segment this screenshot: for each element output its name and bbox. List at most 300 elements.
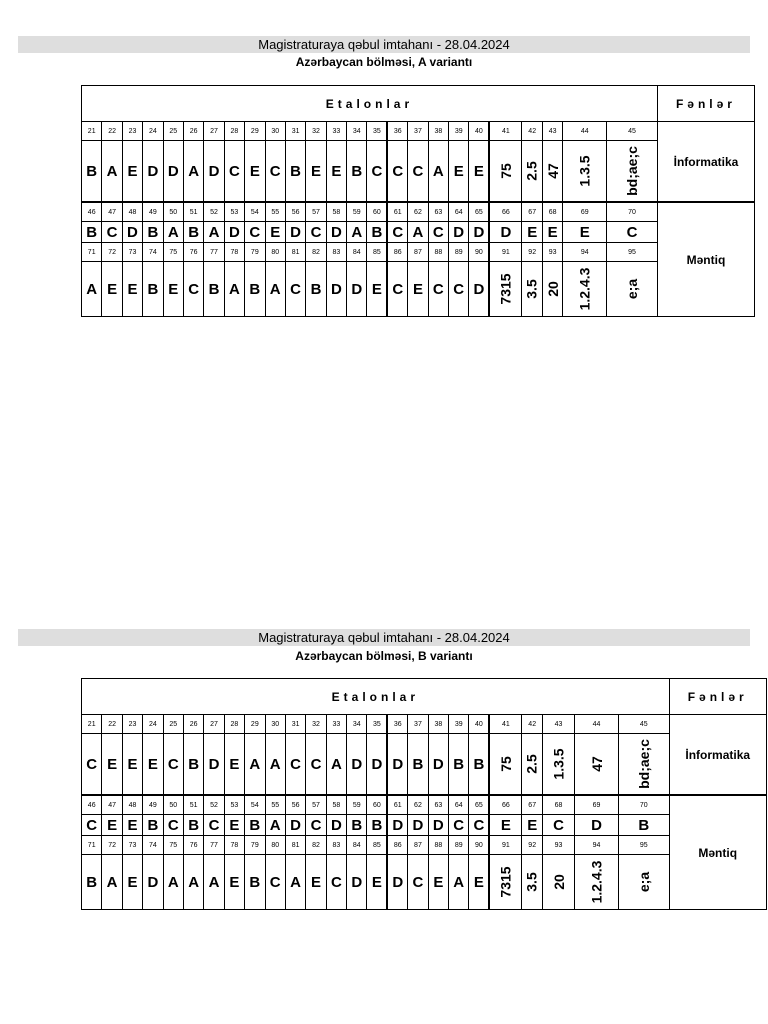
answer-cell [522, 262, 542, 317]
doc-a-title: Magistraturaya qəbul imtahanı - 28.04.2024 [18, 36, 750, 53]
question-number: 83 [326, 243, 346, 262]
question-number: 71 [82, 243, 102, 262]
answer-cell: A [428, 141, 448, 203]
answer-cell: E [469, 141, 489, 203]
answer-cell: E [489, 815, 522, 836]
answer-cell [575, 734, 619, 796]
answer-cell: D [204, 734, 224, 796]
question-number: 73 [122, 243, 142, 262]
answer-cell: D [204, 141, 224, 203]
answer-cell: E [563, 222, 607, 243]
question-number: 23 [122, 122, 142, 141]
answer-cell: E [408, 262, 428, 317]
answer-cell [607, 262, 658, 317]
question-number: 74 [143, 243, 163, 262]
answer-cell: E [102, 815, 122, 836]
answer-cell: C [542, 815, 574, 836]
answer-text: 75 [497, 755, 514, 772]
answer-cell: C [449, 262, 469, 317]
question-number: 30 [265, 122, 285, 141]
answer-cell: C [387, 141, 407, 203]
question-number: 64 [449, 795, 469, 815]
answer-cell: A [265, 262, 285, 317]
answer-cell: A [163, 222, 183, 243]
answer-cell: C [102, 222, 122, 243]
answer-cell: D [285, 222, 305, 243]
answer-cell [489, 262, 522, 317]
answer-cell: D [449, 222, 469, 243]
question-number: 94 [575, 836, 619, 855]
question-number: 27 [204, 715, 224, 734]
question-number: 26 [183, 715, 203, 734]
question-number: 42 [522, 122, 542, 141]
fenler-header: Fənlər [657, 86, 754, 122]
question-number: 25 [163, 122, 183, 141]
answer-cell: A [224, 262, 244, 317]
answer-text: 1.3.5 [576, 154, 593, 187]
question-number: 36 [387, 122, 407, 141]
question-number: 53 [224, 202, 244, 222]
question-number: 44 [575, 715, 619, 734]
answer-cell [618, 855, 669, 910]
answer-cell: D [163, 141, 183, 203]
question-number: 82 [306, 243, 326, 262]
etalonlar-header: Etalonlar [82, 86, 658, 122]
answer-cell: D [387, 734, 407, 796]
answer-cell: E [367, 855, 387, 910]
answer-cell: D [469, 222, 489, 243]
answer-cell: E [224, 734, 244, 796]
question-number: 81 [285, 243, 305, 262]
answer-cell: D [489, 222, 522, 243]
answer-text: 2.5 [524, 160, 541, 181]
answer-cell: A [449, 855, 469, 910]
question-number: 89 [449, 836, 469, 855]
answer-text: 2.5 [524, 753, 541, 774]
answer-cell: B [469, 734, 489, 796]
question-number: 24 [143, 715, 163, 734]
question-number: 72 [102, 836, 122, 855]
question-number: 57 [306, 795, 326, 815]
answer-cell: A [163, 855, 183, 910]
answer-cell: C [163, 815, 183, 836]
question-number: 46 [82, 795, 102, 815]
question-number: 56 [285, 795, 305, 815]
answer-cell [542, 855, 574, 910]
answer-cell: C [204, 815, 224, 836]
question-number: 68 [542, 795, 574, 815]
question-number: 71 [82, 836, 102, 855]
question-number: 76 [183, 243, 203, 262]
question-number: 94 [563, 243, 607, 262]
question-number: 47 [102, 202, 122, 222]
answer-cell: E [245, 141, 265, 203]
question-number: 51 [183, 795, 203, 815]
question-number: 37 [408, 715, 428, 734]
subject-mentiq: Məntiq [657, 202, 754, 317]
answer-cell: D [347, 855, 367, 910]
answer-cell: B [183, 222, 203, 243]
answer-text: bd;ae;c [624, 145, 641, 196]
question-number: 91 [489, 836, 522, 855]
answer-cell [575, 855, 619, 910]
question-number: 83 [326, 836, 346, 855]
answer-cell: B [408, 734, 428, 796]
question-number: 47 [102, 795, 122, 815]
question-number: 64 [449, 202, 469, 222]
answer-cell [563, 262, 607, 317]
question-number: 61 [387, 202, 407, 222]
answer-cell: E [522, 815, 542, 836]
question-number: 21 [82, 715, 102, 734]
question-number: 75 [163, 836, 183, 855]
answer-cell: C [607, 222, 658, 243]
question-number: 50 [163, 795, 183, 815]
question-number: 54 [245, 202, 265, 222]
question-number: 91 [489, 243, 522, 262]
answer-cell: C [224, 141, 244, 203]
question-number: 84 [347, 243, 367, 262]
answer-cell: D [143, 855, 163, 910]
question-number: 57 [306, 202, 326, 222]
question-number: 62 [408, 202, 428, 222]
answer-cell: E [265, 222, 285, 243]
question-number: 66 [489, 795, 522, 815]
answer-cell: C [408, 855, 428, 910]
answer-cell: A [183, 141, 203, 203]
answer-cell: B [449, 734, 469, 796]
answer-cell: A [82, 262, 102, 317]
question-number: 55 [265, 202, 285, 222]
question-number: 66 [489, 202, 522, 222]
answer-cell: C [82, 815, 102, 836]
question-number: 77 [204, 836, 224, 855]
answer-cell: C [265, 855, 285, 910]
answer-cell: B [347, 141, 367, 203]
answer-cell: E [469, 855, 489, 910]
question-number: 42 [522, 715, 542, 734]
question-number: 43 [542, 122, 562, 141]
question-number: 87 [408, 836, 428, 855]
answer-cell: D [326, 815, 346, 836]
answer-cell: C [387, 262, 407, 317]
question-number: 28 [224, 715, 244, 734]
answer-cell: D [143, 141, 163, 203]
question-number: 80 [265, 836, 285, 855]
question-number: 59 [347, 795, 367, 815]
question-number: 55 [265, 795, 285, 815]
answer-cell: B [82, 855, 102, 910]
answer-cell: D [367, 734, 387, 796]
question-number: 87 [408, 243, 428, 262]
question-number: 60 [367, 795, 387, 815]
question-number: 60 [367, 202, 387, 222]
answer-cell: E [449, 141, 469, 203]
answer-cell: C [306, 222, 326, 243]
answer-cell: B [204, 262, 224, 317]
answer-cell: A [285, 855, 305, 910]
question-number: 95 [618, 836, 669, 855]
answer-text: e;a [624, 278, 641, 299]
answer-cell [618, 734, 669, 796]
question-number: 79 [245, 836, 265, 855]
answer-cell: D [122, 222, 142, 243]
answer-cell: E [102, 262, 122, 317]
answer-cell: E [122, 262, 142, 317]
question-number: 63 [428, 795, 448, 815]
answer-cell: E [428, 855, 448, 910]
question-number: 29 [245, 122, 265, 141]
question-number: 77 [204, 243, 224, 262]
answer-text: 3.5 [524, 871, 541, 892]
question-number: 59 [347, 202, 367, 222]
answer-cell: D [224, 222, 244, 243]
answer-cell: B [618, 815, 669, 836]
answer-cell: A [204, 855, 224, 910]
question-number: 40 [469, 715, 489, 734]
question-number: 82 [306, 836, 326, 855]
question-number: 35 [367, 715, 387, 734]
question-number: 52 [204, 795, 224, 815]
subject-mentiq: Məntiq [669, 795, 766, 910]
question-number: 86 [387, 836, 407, 855]
question-number: 32 [306, 122, 326, 141]
answer-cell: E [163, 262, 183, 317]
question-number: 85 [367, 836, 387, 855]
question-number: 80 [265, 243, 285, 262]
answer-cell: B [245, 815, 265, 836]
question-number: 33 [326, 715, 346, 734]
answer-cell: E [306, 141, 326, 203]
answer-cell: B [347, 815, 367, 836]
answer-cell: E [122, 855, 142, 910]
question-number: 90 [469, 836, 489, 855]
answer-cell [489, 141, 522, 203]
answer-cell: D [408, 815, 428, 836]
answer-cell: E [224, 855, 244, 910]
answer-text: e;a [635, 871, 652, 892]
subject-informatika: İnformatika [669, 715, 766, 796]
answer-cell: B [245, 855, 265, 910]
answer-cell [489, 734, 522, 796]
answer-cell: D [387, 855, 407, 910]
answer-cell: E [522, 222, 542, 243]
answer-text: bd;ae;c [635, 738, 652, 789]
doc-a-subtitle: Azərbaycan bölməsi, A variantı [295, 55, 473, 69]
question-number: 79 [245, 243, 265, 262]
question-number: 38 [428, 715, 448, 734]
answer-cell: C [408, 141, 428, 203]
answer-cell: B [143, 815, 163, 836]
question-number: 81 [285, 836, 305, 855]
question-number: 85 [367, 243, 387, 262]
question-number: 88 [428, 243, 448, 262]
question-number: 67 [522, 795, 542, 815]
question-number: 72 [102, 243, 122, 262]
question-number: 95 [607, 243, 658, 262]
question-number: 49 [143, 795, 163, 815]
doc-b-subtitle: Azərbaycan bölməsi, B variantı [295, 649, 473, 663]
answer-cell: C [265, 141, 285, 203]
answer-cell: A [265, 815, 285, 836]
answer-cell: A [347, 222, 367, 243]
answer-cell: B [82, 141, 102, 203]
question-number: 34 [347, 715, 367, 734]
subject-informatika: İnformatika [657, 122, 754, 203]
question-number: 38 [428, 122, 448, 141]
answer-cell: E [122, 815, 142, 836]
answer-cell: C [163, 734, 183, 796]
answer-cell: C [449, 815, 469, 836]
question-number: 69 [563, 202, 607, 222]
question-number: 62 [408, 795, 428, 815]
question-number: 61 [387, 795, 407, 815]
answer-cell: C [428, 262, 448, 317]
answer-cell: C [306, 815, 326, 836]
answer-cell: C [285, 734, 305, 796]
question-number: 24 [143, 122, 163, 141]
question-number: 32 [306, 715, 326, 734]
answer-cell [542, 141, 562, 203]
answer-cell: E [122, 734, 142, 796]
answer-cell [522, 141, 542, 203]
answer-cell [607, 141, 658, 203]
question-number: 54 [245, 795, 265, 815]
question-number: 51 [183, 202, 203, 222]
question-number: 21 [82, 122, 102, 141]
answer-cell: B [285, 141, 305, 203]
answer-text: 47 [588, 755, 605, 772]
answer-cell: D [347, 262, 367, 317]
answer-text: 1.2.4.3 [588, 860, 605, 903]
question-number: 36 [387, 715, 407, 734]
question-number: 92 [522, 836, 542, 855]
question-number: 65 [469, 795, 489, 815]
question-number: 78 [224, 243, 244, 262]
question-number: 40 [469, 122, 489, 141]
answer-key-table-a [81, 85, 755, 317]
question-number: 41 [489, 715, 522, 734]
answer-cell: E [122, 141, 142, 203]
question-number: 70 [618, 795, 669, 815]
question-number: 44 [563, 122, 607, 141]
answer-cell [542, 262, 562, 317]
answer-cell: C [183, 262, 203, 317]
answer-cell: C [245, 222, 265, 243]
answer-cell: C [367, 141, 387, 203]
answer-text: 1.2.4.3 [576, 267, 593, 310]
answer-cell: D [326, 262, 346, 317]
question-number: 39 [449, 122, 469, 141]
answer-text: 20 [550, 873, 567, 890]
etalonlar-header: Etalonlar [82, 679, 670, 715]
question-number: 65 [469, 202, 489, 222]
answer-cell: A [102, 855, 122, 910]
answer-cell: D [575, 815, 619, 836]
answer-cell: A [183, 855, 203, 910]
answer-cell: E [224, 815, 244, 836]
answer-cell: C [428, 222, 448, 243]
question-number: 70 [607, 202, 658, 222]
answer-cell: D [428, 734, 448, 796]
answer-cell: C [469, 815, 489, 836]
answer-cell: E [102, 734, 122, 796]
answer-text: 7315 [497, 272, 514, 305]
question-number: 28 [224, 122, 244, 141]
question-number: 58 [326, 202, 346, 222]
question-number: 34 [347, 122, 367, 141]
answer-cell: C [387, 222, 407, 243]
question-number: 35 [367, 122, 387, 141]
question-number: 74 [143, 836, 163, 855]
answer-text: 75 [497, 162, 514, 179]
question-number: 31 [285, 715, 305, 734]
answer-cell: E [542, 222, 562, 243]
question-number: 29 [245, 715, 265, 734]
answer-key-table-b [81, 678, 767, 910]
answer-cell [489, 855, 522, 910]
question-number: 53 [224, 795, 244, 815]
question-number: 49 [143, 202, 163, 222]
question-number: 56 [285, 202, 305, 222]
answer-cell: C [285, 262, 305, 317]
question-number: 69 [575, 795, 619, 815]
question-number: 89 [449, 243, 469, 262]
answer-text: 47 [544, 162, 561, 179]
answer-cell: B [367, 222, 387, 243]
answer-cell: C [306, 734, 326, 796]
question-number: 52 [204, 202, 224, 222]
answer-cell: D [428, 815, 448, 836]
question-number: 76 [183, 836, 203, 855]
answer-cell: A [204, 222, 224, 243]
answer-cell: E [326, 141, 346, 203]
answer-cell [542, 734, 574, 796]
question-number: 25 [163, 715, 183, 734]
question-number: 37 [408, 122, 428, 141]
question-number: 39 [449, 715, 469, 734]
question-number: 63 [428, 202, 448, 222]
answer-cell: A [408, 222, 428, 243]
answer-cell: D [285, 815, 305, 836]
answer-cell: B [183, 734, 203, 796]
question-number: 48 [122, 202, 142, 222]
question-number: 50 [163, 202, 183, 222]
question-number: 93 [542, 243, 562, 262]
question-number: 73 [122, 836, 142, 855]
question-number: 45 [607, 122, 658, 141]
answer-cell: D [387, 815, 407, 836]
question-number: 93 [542, 836, 574, 855]
question-number: 86 [387, 243, 407, 262]
answer-cell: C [326, 855, 346, 910]
question-number: 84 [347, 836, 367, 855]
question-number: 26 [183, 122, 203, 141]
answer-cell [522, 734, 542, 796]
answer-cell: E [367, 262, 387, 317]
doc-b-title: Magistraturaya qəbul imtahanı - 28.04.2024 [18, 629, 750, 646]
question-number: 33 [326, 122, 346, 141]
answer-cell: A [245, 734, 265, 796]
question-number: 23 [122, 715, 142, 734]
answer-cell: B [306, 262, 326, 317]
answer-cell: B [367, 815, 387, 836]
answer-text: 7315 [497, 865, 514, 898]
question-number: 22 [102, 715, 122, 734]
question-number: 88 [428, 836, 448, 855]
question-number: 58 [326, 795, 346, 815]
question-number: 92 [522, 243, 542, 262]
